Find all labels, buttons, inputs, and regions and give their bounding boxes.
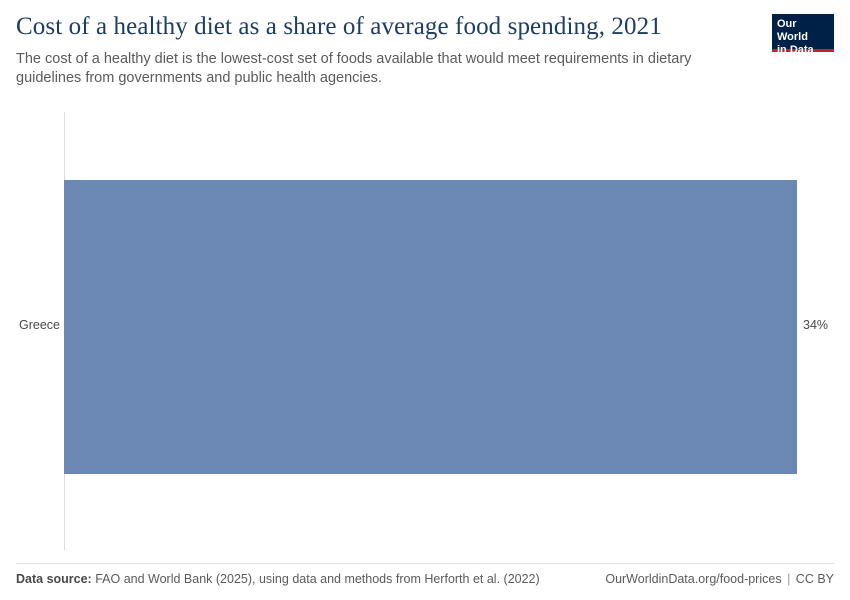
chart-header <box>16 12 756 88</box>
page-title: Cost of a healthy diet as a share of average food spending, 2021 <box>16 13 662 40</box>
bar-category-label: Greece <box>19 318 60 332</box>
chart-plot-area <box>0 104 850 550</box>
chart-subtitle: The cost of a healthy diet is the lowest-cost set of foods available that would meet requirements in dietary guidelines from governments and public health agencies. <box>16 51 692 86</box>
logo-line-2: in Data <box>777 44 814 56</box>
our-world-in-data-logo[interactable] <box>772 14 834 56</box>
data-source-label: Data source: <box>16 572 92 586</box>
chart-footer <box>16 563 834 586</box>
source-url[interactable]: OurWorldinData.org/food-prices <box>605 572 782 586</box>
footer-separator: | <box>787 572 791 586</box>
logo-line-1: Our World <box>777 18 808 43</box>
license-label[interactable]: CC BY <box>795 572 834 586</box>
data-source-text: FAO and World Bank (2025), using data and methods from Herforth et al. (2022) <box>95 572 540 586</box>
data-source <box>16 572 540 586</box>
bar-value-label: 34% <box>803 318 829 332</box>
bar-greece[interactable] <box>64 180 797 474</box>
footer-links <box>605 572 834 586</box>
